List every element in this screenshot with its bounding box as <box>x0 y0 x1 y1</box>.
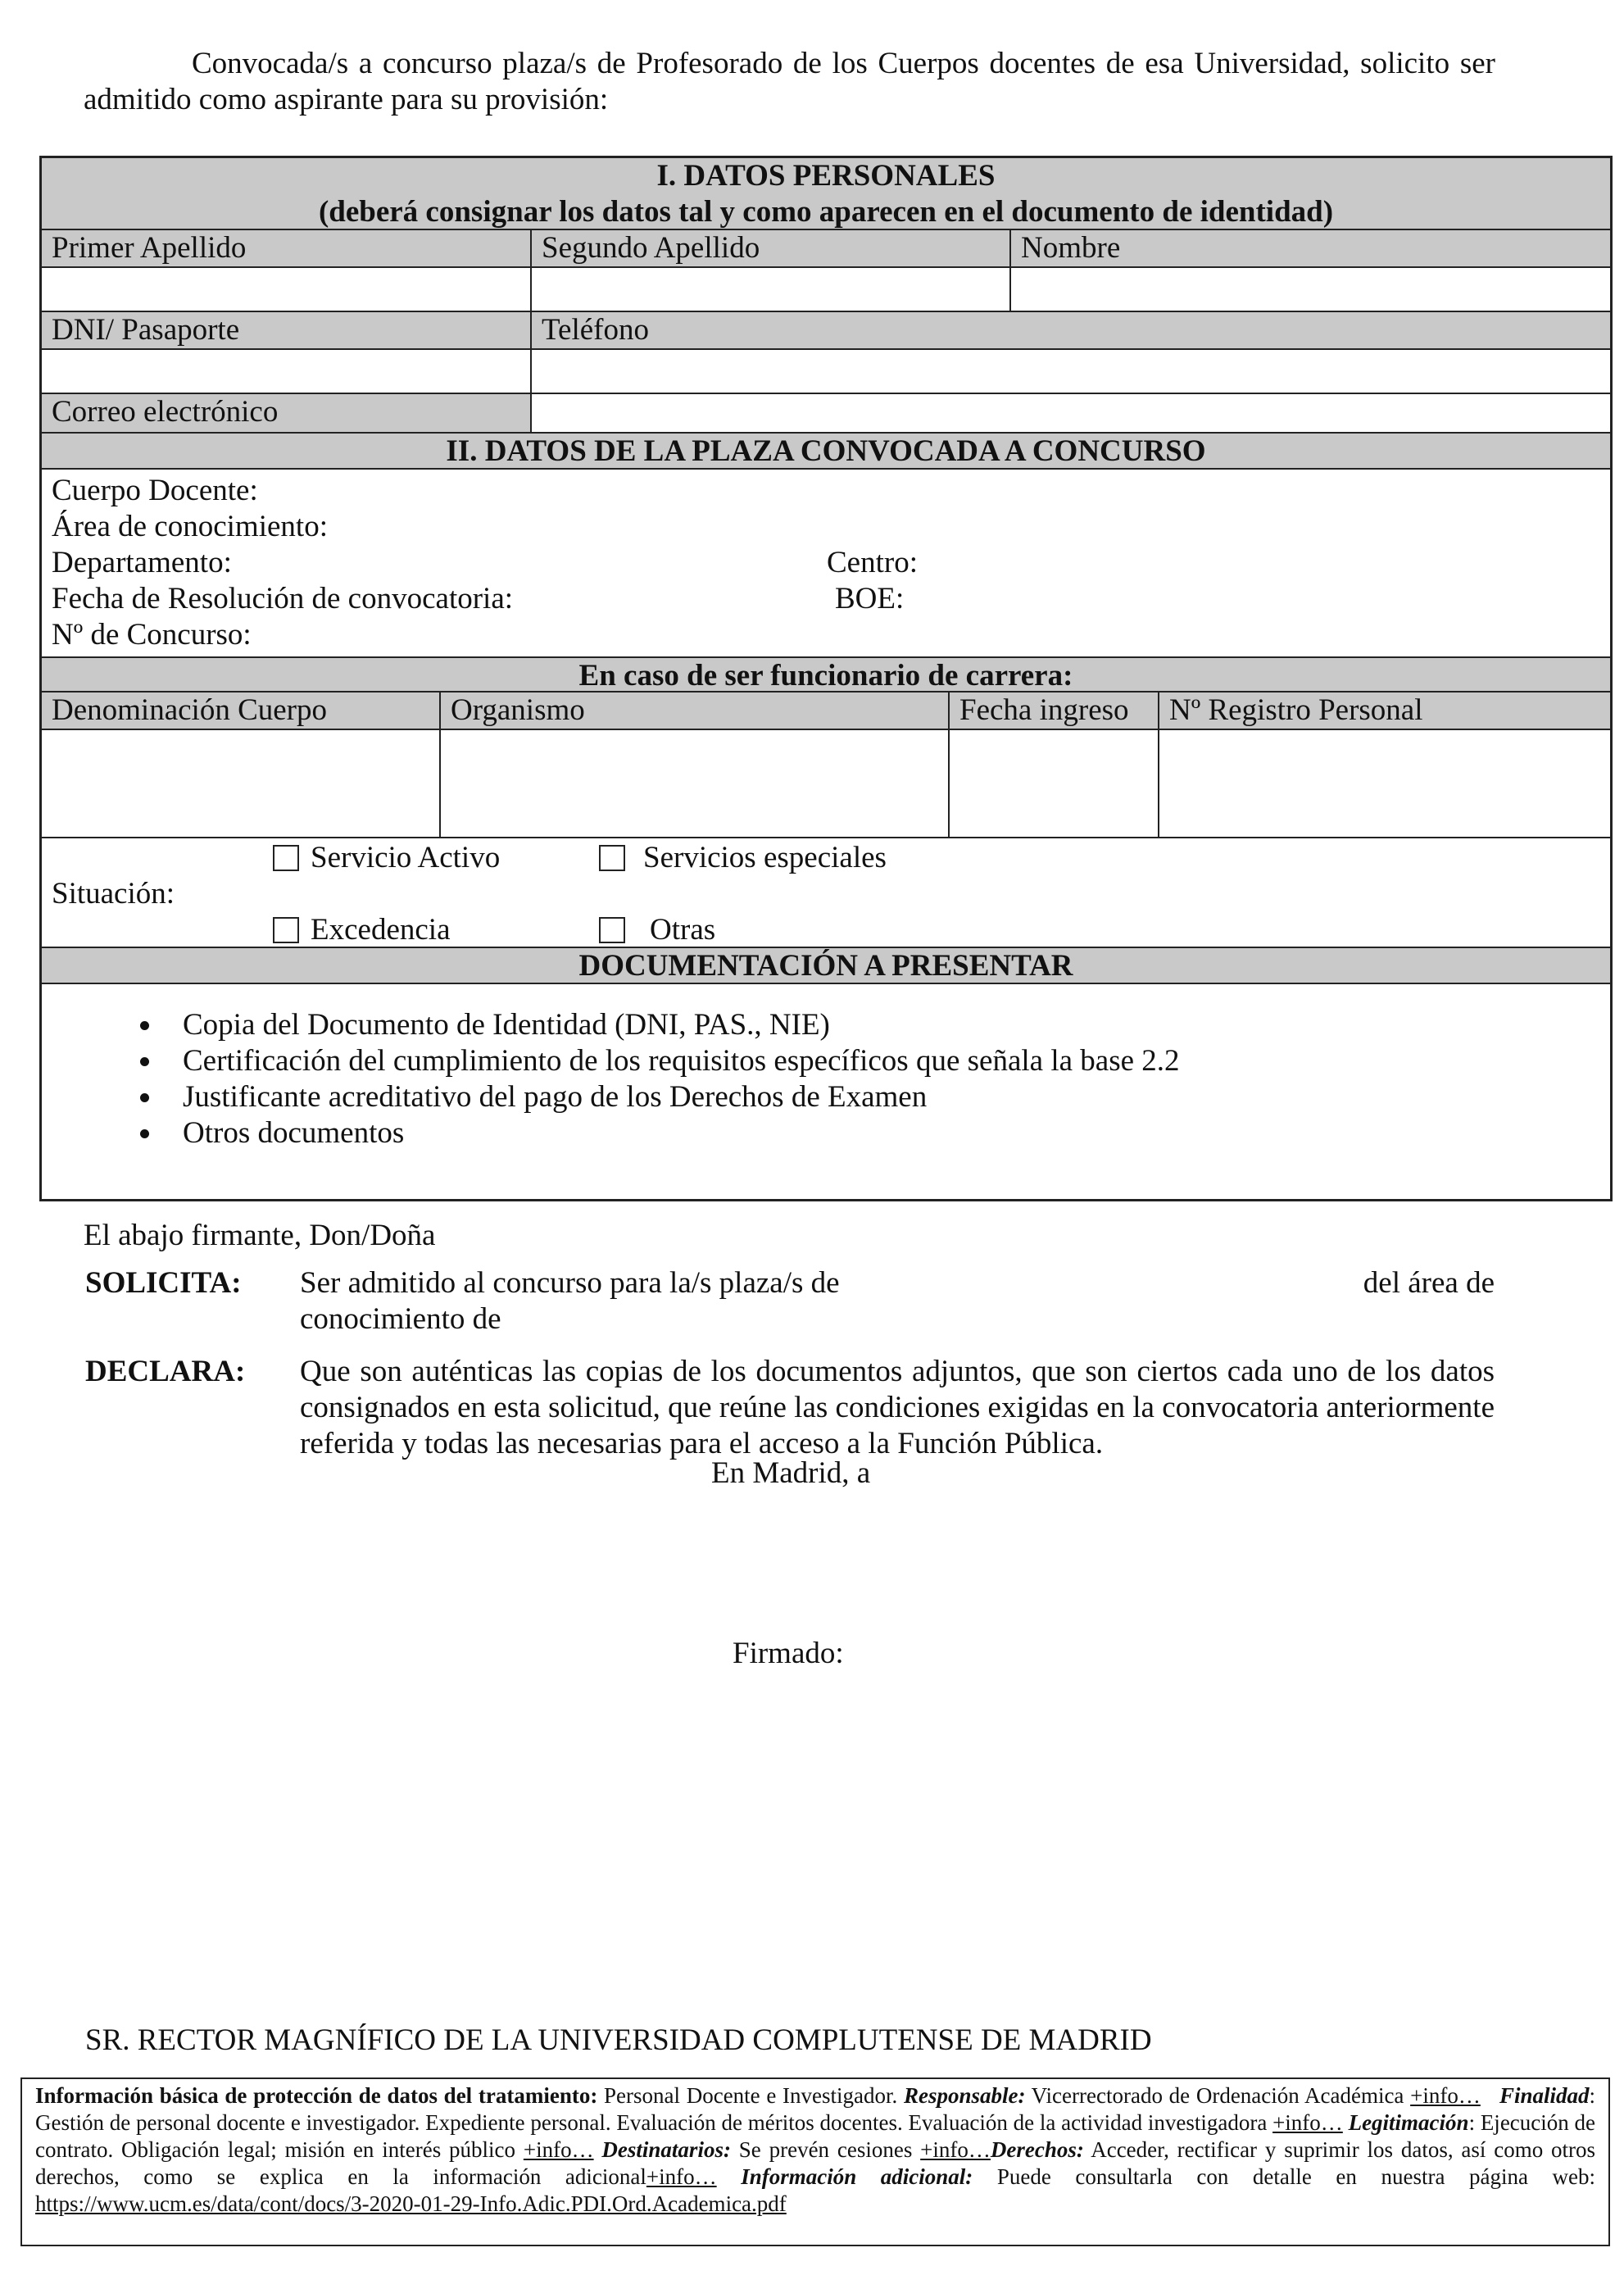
label-dni: DNI/ Pasaporte <box>42 312 532 350</box>
section-personal-subtitle: (deberá consignar los datos tal y como aparecen en el documento de identidad) <box>318 195 1334 229</box>
documentacion-header: DOCUMENTACIÓN A PRESENTAR <box>42 947 1610 984</box>
option-otras[interactable]: Otras <box>599 912 715 948</box>
declara-label: DECLARA: <box>85 1355 246 1388</box>
solicita-text: Ser admitido al concurso para la/s plaza/s de del área de conocimiento de <box>300 1266 1495 1336</box>
col-fecha-ingreso: Fecha ingreso <box>950 692 1159 730</box>
col-registro-personal: Nº Registro Personal <box>1159 692 1610 730</box>
intro-paragraph: Convocada/s a concurso plaza/s de Profesorado de los Cuerpos docentes de esa Universidad, solicito ser admitido como aspirante para su provisión: <box>84 47 1495 116</box>
nombre-field[interactable] <box>1011 268 1610 312</box>
primer-apellido-field[interactable] <box>42 268 532 312</box>
situacion-label: Situación: <box>52 877 175 910</box>
registro-personal-field[interactable] <box>1159 730 1610 838</box>
funcionario-header: En caso de ser funcionario de carrera: <box>42 656 1610 692</box>
col-denominacion-cuerpo: Denominación Cuerpo <box>42 692 441 730</box>
info-link[interactable]: +info… <box>1410 2083 1481 2108</box>
info-link[interactable]: +info… <box>523 2137 594 2162</box>
segundo-apellido-field[interactable] <box>532 268 1011 312</box>
label-primer-apellido: Primer Apellido <box>42 230 532 268</box>
label-telefono: Teléfono <box>532 312 1610 350</box>
info-link[interactable]: +info… <box>646 2164 717 2189</box>
option-servicios-especiales[interactable]: Servicios especiales <box>599 840 887 876</box>
info-link[interactable]: +info… <box>920 2137 991 2162</box>
section-plaza-header: II. DATOS DE LA PLAZA CONVOCADA A CONCURSO <box>42 432 1610 470</box>
section-personal-title: I. DATOS PERSONALES <box>656 159 996 193</box>
departamento-label: Departamento: <box>52 546 232 579</box>
col-organismo: Organismo <box>441 692 950 730</box>
telefono-field[interactable] <box>532 350 1610 394</box>
doc-item: • Copia del Documento de Identidad (DNI, PAS., NIE) <box>163 1007 1180 1043</box>
num-concurso-label: Nº de Concurso: <box>52 618 252 652</box>
label-segundo-apellido: Segundo Apellido <box>532 230 1011 268</box>
fecha-resolucion-label: Fecha de Resolución de convocatoria: <box>52 582 514 615</box>
boe-label: BOE: <box>835 582 905 615</box>
doc-item: • Justificante acreditativo del pago de los Derechos de Examen <box>163 1079 1180 1115</box>
excedencia-checkbox[interactable] <box>273 917 299 943</box>
area-conocimiento-label: Área de conocimiento: <box>52 510 328 543</box>
firmado-label: Firmado: <box>733 1637 844 1670</box>
servicio-activo-checkbox[interactable] <box>273 845 299 871</box>
data-protection-box: Información básica de protección de datos del tratamiento: Personal Docente e Investigador. Responsable: Vicerrectorado de Ordenación Académica +info… Finalidad: Gestión de personal docente e investigador. Expediente personal. Evaluación de méritos docentes. Evaluación de la actividad investigadora +info… Legitimación: Ejecución de contrato. Obligación legal; misión en interés público +info… Destinatarios: Se prevén cesiones +info…Derechos: Acceder, rectificar y suprimir los datos, así como otros derechos, como se explica en la información adicional+info… Información adicional: Puede consultarla con detalle en nuestra página web: https://www.ucm.es/data/cont/docs/3-2020-01-29-Info.Adic.PDI.Ord.Academica.pdf <box>20 2077 1610 2246</box>
doc-item: • Otros documentos <box>163 1115 1180 1151</box>
option-servicio-activo[interactable]: Servicio Activo <box>273 840 500 876</box>
denominacion-cuerpo-field[interactable] <box>42 730 441 838</box>
organismo-field[interactable] <box>441 730 950 838</box>
solicita-label: SOLICITA: <box>85 1266 242 1300</box>
destinatario: SR. RECTOR MAGNÍFICO DE LA UNIVERSIDAD COMPLUTENSE DE MADRID <box>85 2023 1152 2057</box>
declara-text: Que son auténticas las copias de los documentos adjuntos, que son ciertos cada uno de los datos consignados en esta solicitud, que reúne las condiciones exigidas en la convocatoria anteriormente referida y todas las necesarias para el acceso a la Función Pública. <box>300 1355 1495 1460</box>
option-excedencia[interactable]: Excedencia <box>273 912 451 948</box>
section-personal-header <box>42 158 1610 230</box>
centro-label: Centro: <box>827 546 918 579</box>
dni-field[interactable] <box>42 350 532 394</box>
otras-checkbox[interactable] <box>599 917 625 943</box>
fecha-ingreso-field[interactable] <box>950 730 1159 838</box>
label-nombre: Nombre <box>1011 230 1610 268</box>
firmante-line: El abajo firmante, Don/Doña <box>84 1219 436 1252</box>
application-form <box>39 156 1613 1201</box>
correo-field[interactable] <box>532 394 1610 432</box>
label-correo: Correo electrónico <box>42 394 532 432</box>
info-link[interactable]: +info… <box>1272 2110 1343 2135</box>
lugar-fecha: En Madrid, a <box>711 1456 871 1490</box>
cuerpo-docente-label: Cuerpo Docente: <box>52 474 258 507</box>
doc-item: • Certificación del cumplimiento de los requisitos específicos que señala la base 2.2 <box>163 1043 1180 1079</box>
servicios-especiales-checkbox[interactable] <box>599 845 625 871</box>
info-url-link[interactable]: https://www.ucm.es/data/cont/docs/3-2020-01-29-Info.Adic.PDI.Ord.Academica.pdf <box>35 2191 787 2216</box>
